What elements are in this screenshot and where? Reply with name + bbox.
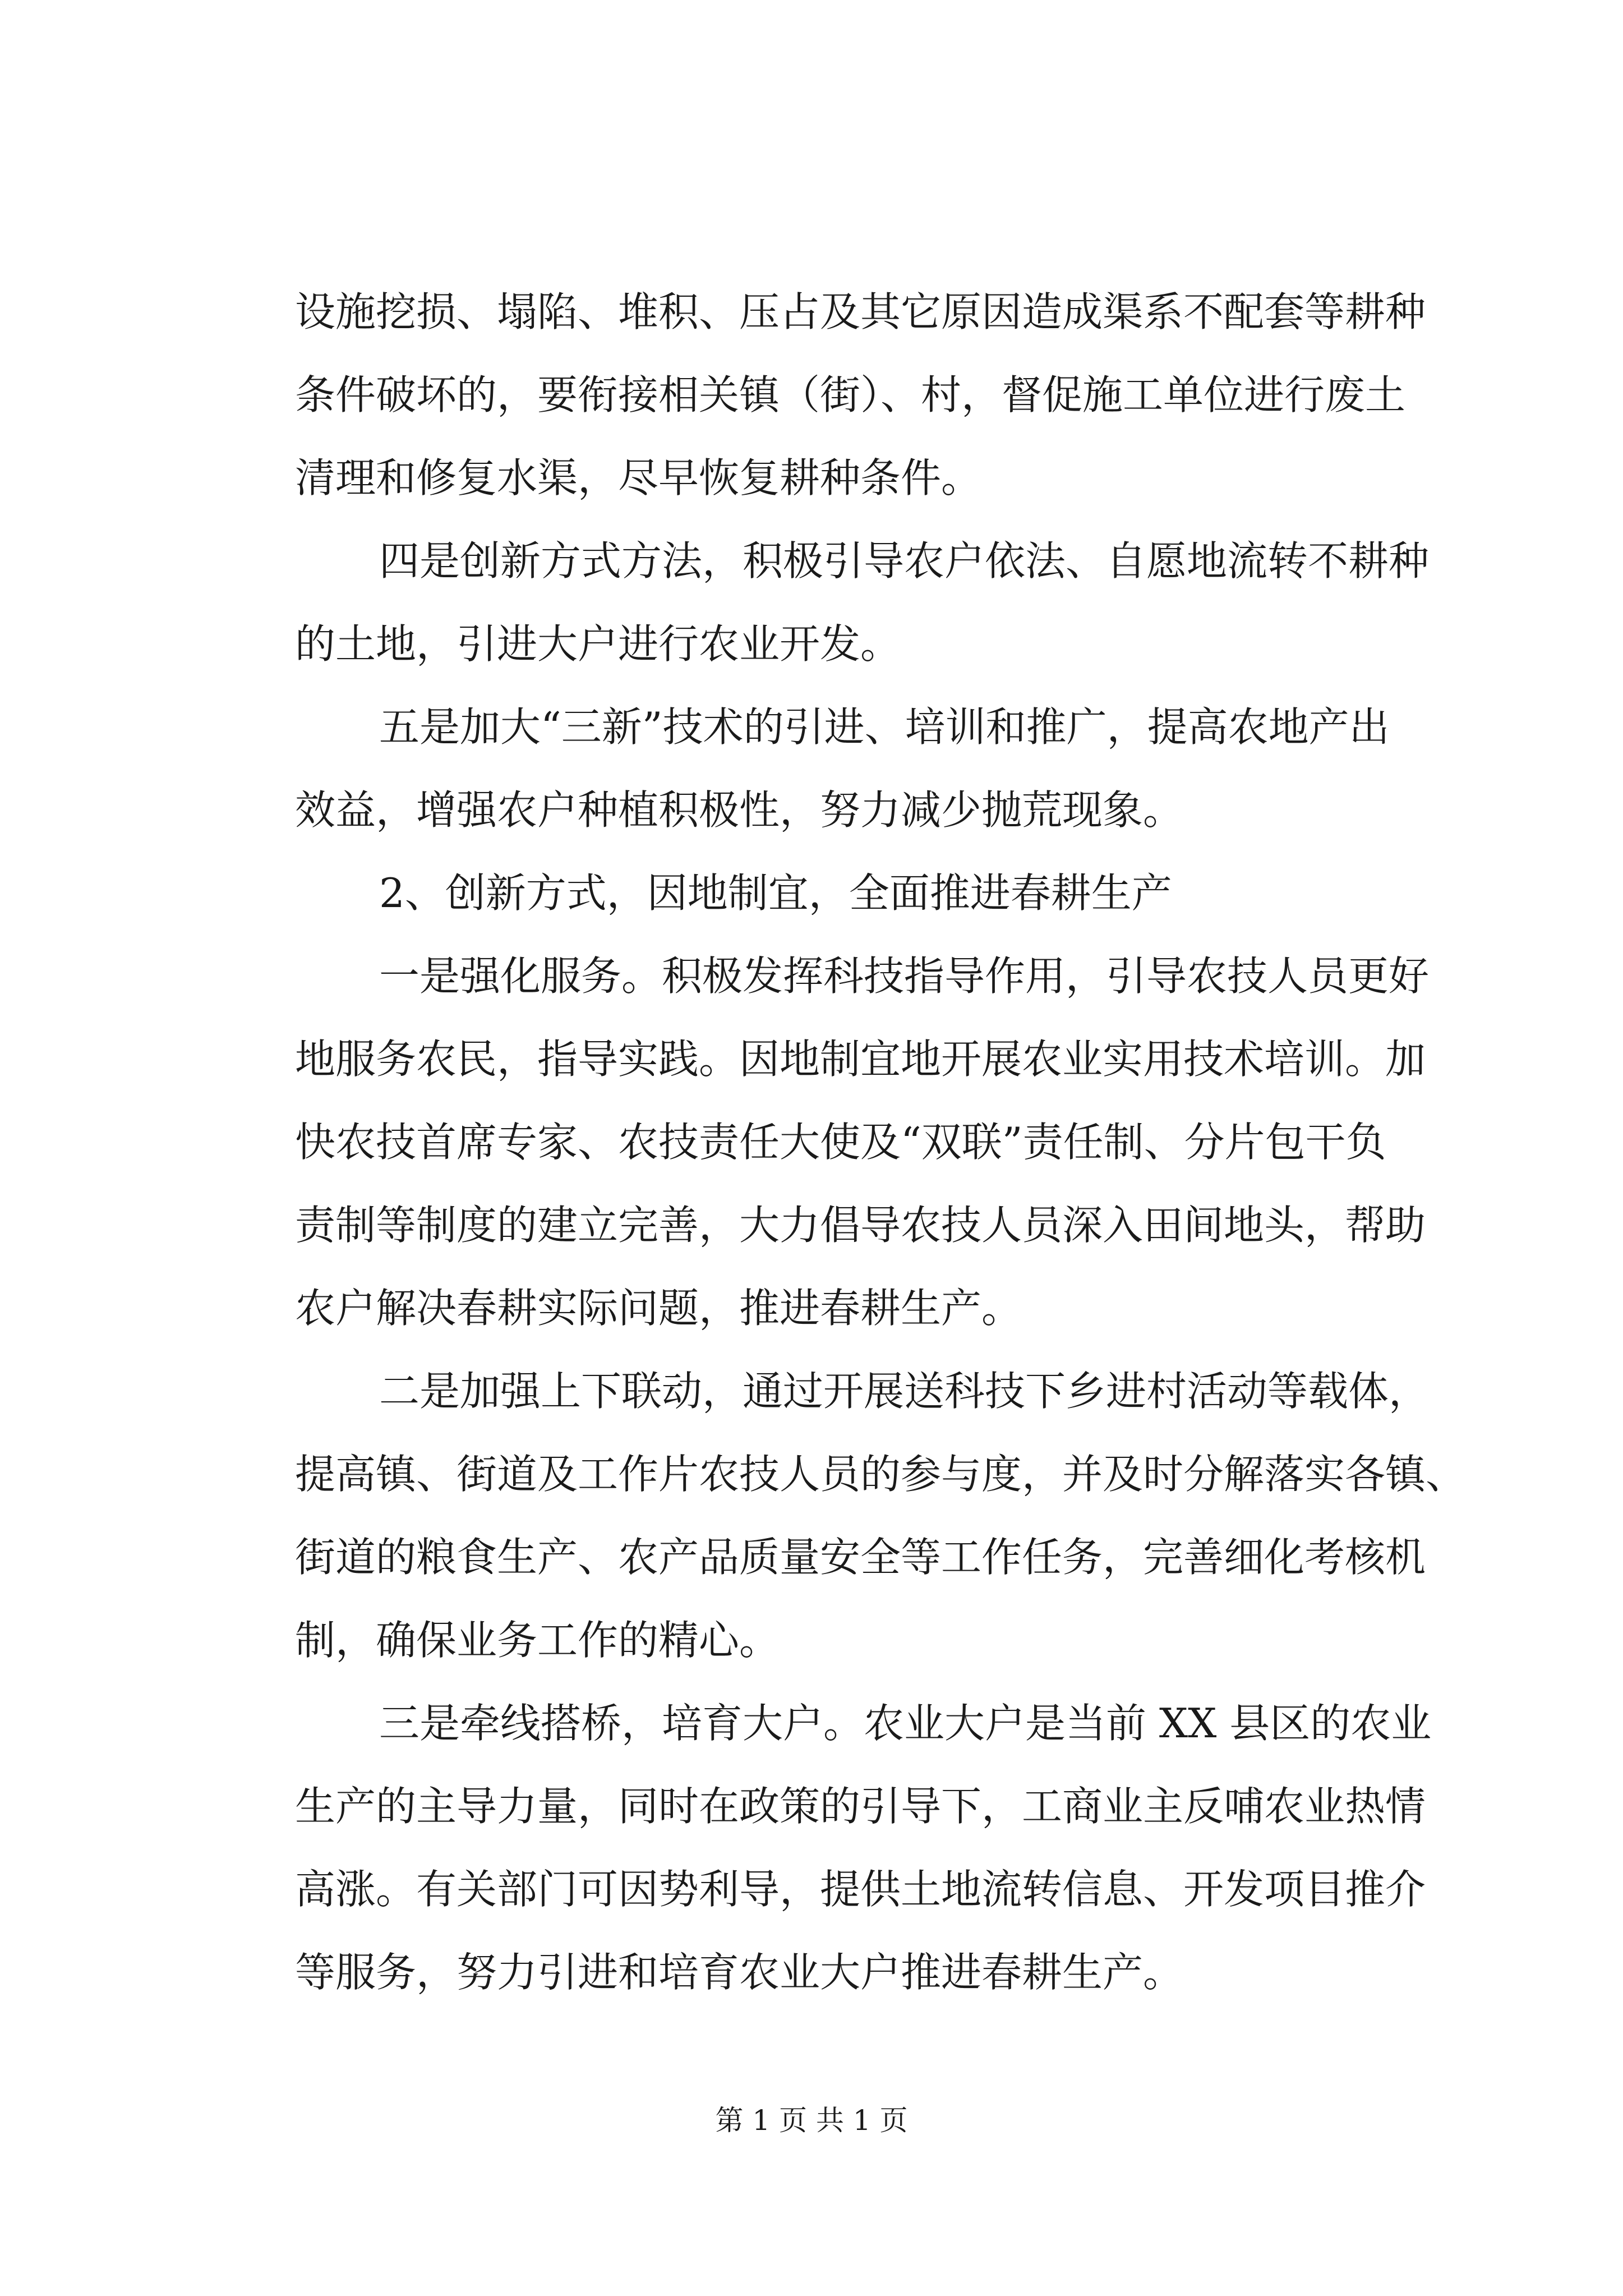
page-footer: 第 1 页 共 1 页 — [715, 2104, 908, 2137]
document-body — [295, 270, 1467, 2014]
text-line: 高涨。有关部门可因势利导，提供土地流转信息、开发项目推介 — [295, 1866, 1426, 1913]
text-line: 责制等制度的建立完善，大力倡导农技人员深入田间地头，帮助 — [295, 1202, 1426, 1249]
text-line: 清理和修复水渠，尽早恢复耕种条件。 — [295, 454, 982, 501]
text-line: 效益，增强农户种植积极性，努力减少抛荒现象。 — [295, 786, 1184, 834]
text-line: 提高镇、街道及工作片农技人员的参与度，并及时分解落实各镇、 — [295, 1451, 1467, 1498]
text-line: 农户解决春耕实际问题，推进春耕生产。 — [295, 1285, 1022, 1332]
text-line: 三是牵线搭桥，培育大户。农业大户是当前 XX 县区的农业 — [379, 1700, 1432, 1747]
text-line: 地服务农民，指导实践。因地制宜地开展农业实用技术培训。加 — [295, 1036, 1426, 1083]
text-line: 2、创新方式，因地制宜，全面推进春耕生产 — [379, 869, 1172, 917]
text-line: 的土地，引进大户进行农业开发。 — [295, 620, 901, 668]
text-line: 快农技首席专家、农技责任大使及“双联”责任制、分片包干负 — [295, 1119, 1386, 1166]
text-line: 一是强化服务。积极发挥科技指导作用，引导农技人员更好 — [379, 953, 1430, 1000]
text-line: 四是创新方式方法，积极引导农户依法、自愿地流转不耕种 — [379, 537, 1430, 585]
text-line: 设施挖损、塌陷、堆积、压占及其它原因造成渠系不配套等耕种 — [295, 288, 1426, 335]
text-line: 二是加强上下联动，通过开展送科技下乡进村活动等载体， — [379, 1368, 1430, 1415]
text-line: 等服务，努力引进和培育农业大户推进春耕生产。 — [295, 1949, 1184, 1996]
text-line: 条件破坏的，要衔接相关镇（街）、村，督促施工单位进行废土 — [295, 371, 1406, 418]
text-line: 五是加大“三新”技术的引进、培训和推广，提高农地产出 — [379, 703, 1390, 751]
text-line: 生产的主导力量，同时在政策的引导下，工商业主反哺农业热情 — [295, 1783, 1426, 1830]
text-line: 制，确保业务工作的精心。 — [295, 1617, 780, 1664]
text-line: 街道的粮食生产、农产品质量安全等工作任务，完善细化考核机 — [295, 1534, 1426, 1581]
